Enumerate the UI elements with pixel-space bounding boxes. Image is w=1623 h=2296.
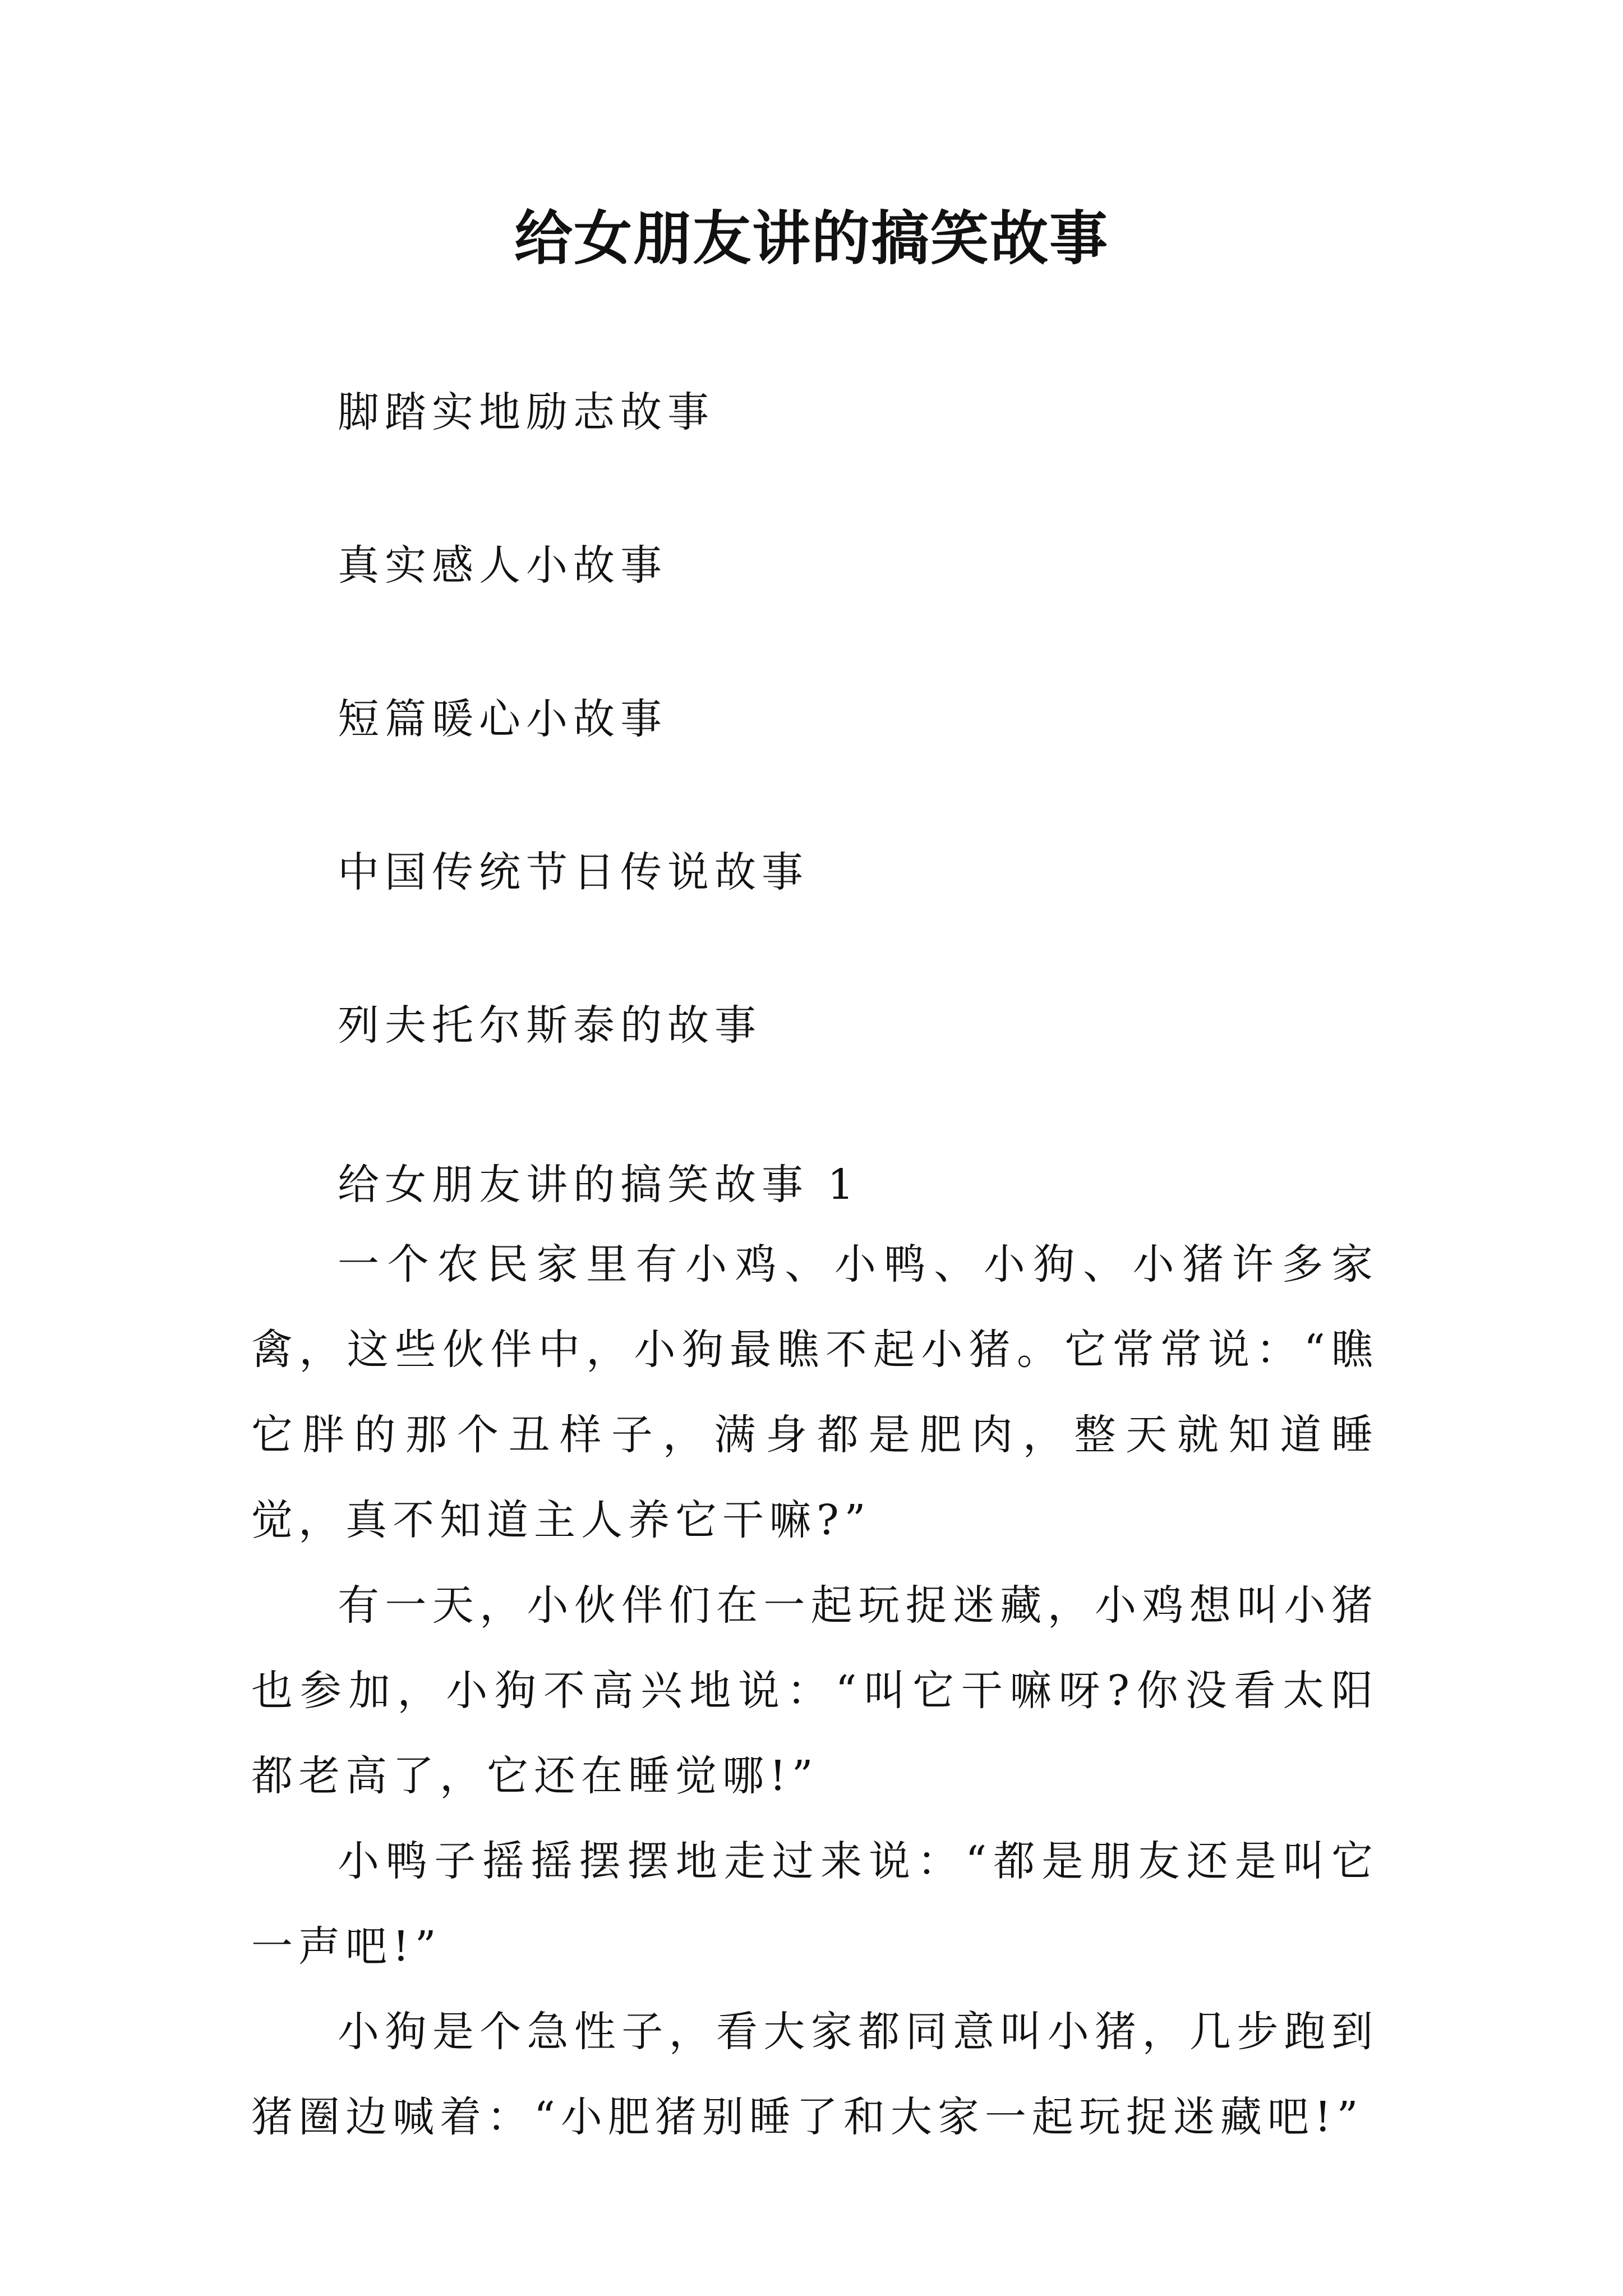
related-link-3[interactable]: 短篇暖心小故事 bbox=[338, 695, 667, 743]
paragraph-3: 小鸭子摇摇摆摆地走过来说：“都是朋友还是叫它一声吧!” bbox=[251, 1837, 1378, 1971]
related-link-2[interactable]: 真实感人小故事 bbox=[338, 541, 667, 590]
paragraph-4: 小狗是个急性子，看大家都同意叫小猪，几步跑到猪圈边喊着：“小肥猪别睡了和大家一起玩捉迷藏吧!” bbox=[251, 2008, 1378, 2141]
document-title: 给女朋友讲的搞笑故事 bbox=[514, 204, 1109, 273]
related-link-4[interactable]: 中国传统节日传说故事 bbox=[338, 848, 809, 896]
paragraph-1: 一个农民家里有小鸡、小鸭、小狗、小猪许多家禽，这些伙伴中，小狗最瞧不起小猪。它常常说：“瞧它胖的那个丑样子，满身都是肥肉，整天就知道睡觉，真不知道主人养它干嘛?” bbox=[251, 1240, 1378, 1544]
related-link-1[interactable]: 脚踏实地励志故事 bbox=[338, 388, 714, 436]
paragraph-2: 有一天，小伙伴们在一起玩捉迷藏，小鸡想叫小猪也参加，小狗不高兴地说：“叫它干嘛呀?你没看太阳都老高了，它还在睡觉哪!” bbox=[251, 1581, 1378, 1800]
section-heading: 给女朋友讲的搞笑故事 1 bbox=[338, 1161, 860, 1209]
related-link-5[interactable]: 列夫托尔斯泰的故事 bbox=[338, 1001, 762, 1050]
